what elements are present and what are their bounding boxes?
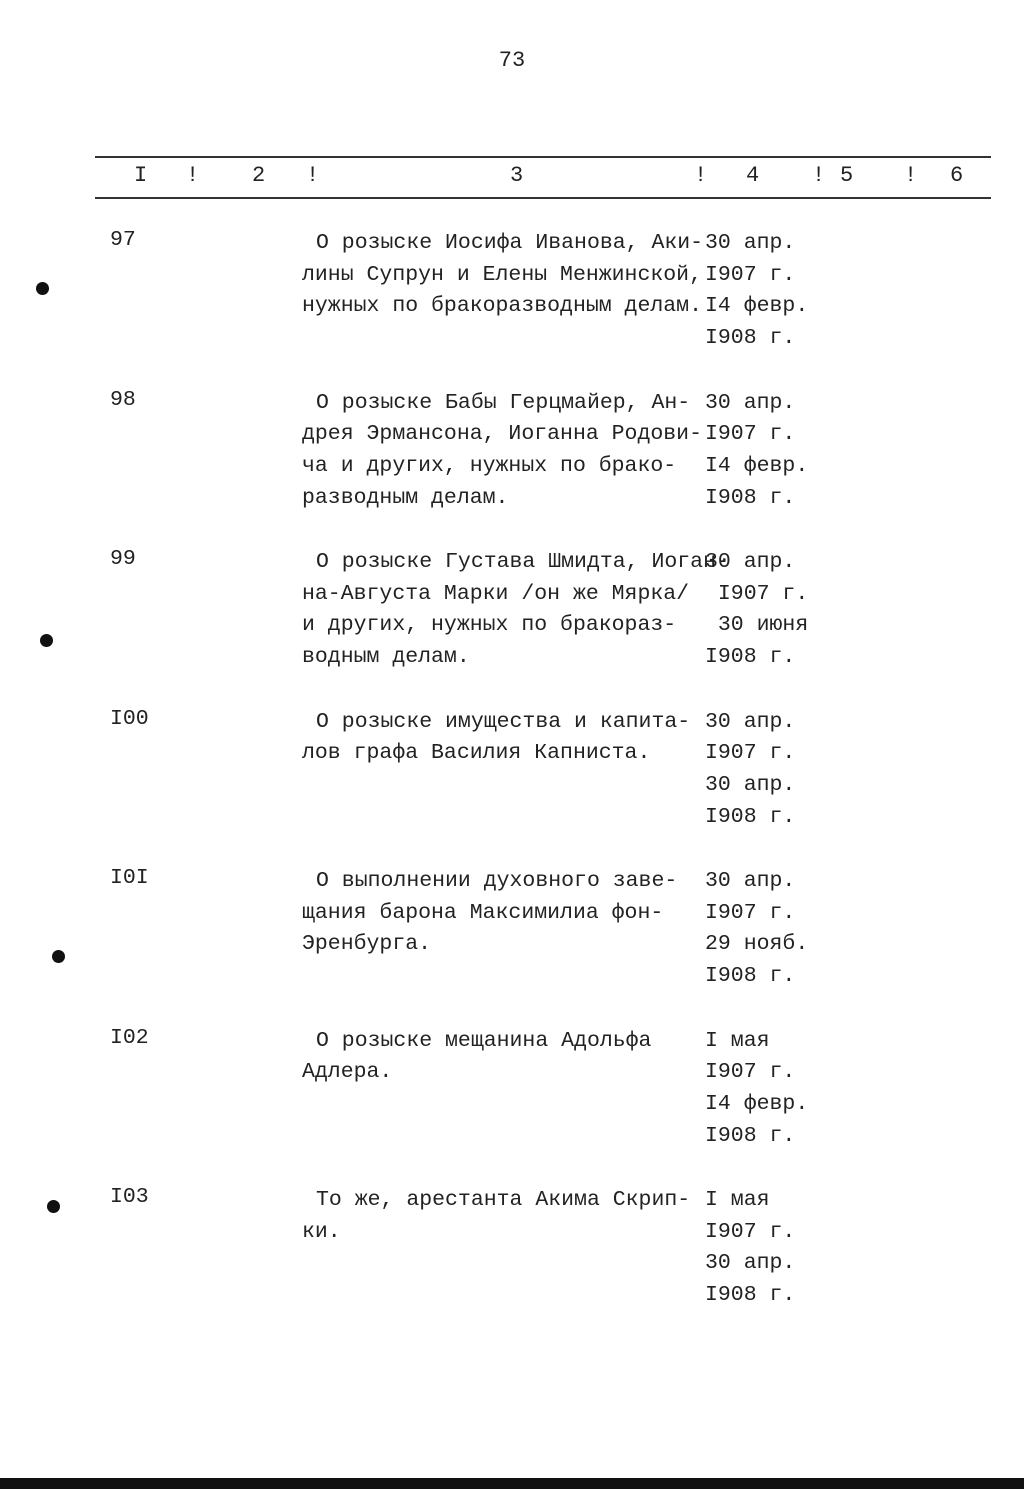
table-row <box>0 1026 1024 1166</box>
punch-hole-mark <box>40 634 53 647</box>
col-header-5: 5 <box>840 163 854 188</box>
entry-description <box>302 1026 651 1089</box>
entry-description <box>302 1185 690 1248</box>
date-line: I4 февр. <box>705 294 809 319</box>
description-line: О выполнении духовного заве- <box>316 869 678 893</box>
punch-hole-mark <box>47 1200 60 1213</box>
entry-number: I03 <box>110 1185 149 1209</box>
col-header-6: 6 <box>950 163 964 188</box>
date-line: 30 апр. <box>705 1251 796 1276</box>
date-line: I4 февр. <box>705 453 809 478</box>
entry-description <box>302 866 677 961</box>
date-line: I907 г. <box>705 900 796 925</box>
table-row <box>0 228 1024 368</box>
entry-description <box>302 388 702 515</box>
description-line: щания барона Максимилиа фон- <box>302 900 664 925</box>
date-line: I908 г. <box>705 645 796 670</box>
col-separator: ! <box>306 163 320 188</box>
col-header-3: 3 <box>510 163 524 188</box>
date-line: I908 г. <box>705 804 796 829</box>
date-line: 30 апр. <box>705 231 796 255</box>
description-line: О розыске имущества и капита- <box>316 709 691 734</box>
date-line: I мая <box>705 1028 770 1053</box>
description-line: и других, нужных по бракораз- <box>302 613 677 638</box>
date-line: 30 апр. <box>705 550 796 574</box>
entry-dates <box>705 1185 795 1312</box>
entry-dates <box>705 547 808 674</box>
description-line: лов графа Василия Капниста. <box>302 741 651 766</box>
description-line: Адлера. <box>302 1060 393 1085</box>
description-line: О розыске Густава Шмидта, Иоган- <box>316 550 729 574</box>
punch-hole-mark <box>52 950 65 963</box>
entry-description <box>302 547 729 674</box>
entry-dates <box>705 228 808 355</box>
description-line: нужных по бракоразводным делам. <box>302 294 702 319</box>
col-separator: ! <box>186 163 200 188</box>
entry-dates <box>705 707 795 834</box>
date-line: I908 г. <box>705 1283 796 1308</box>
entry-description <box>302 228 703 323</box>
description-line: О розыске Иосифа Иванова, Аки- <box>316 231 704 255</box>
date-line: 30 июня <box>705 613 809 638</box>
table-row <box>0 1185 1024 1325</box>
description-line: водным делам. <box>302 645 470 670</box>
date-line: 29 нояб. <box>705 932 809 957</box>
entry-number: I02 <box>110 1025 149 1050</box>
date-line: I мая <box>705 1188 770 1212</box>
table-row <box>0 707 1024 847</box>
date-line: I907 г. <box>705 422 796 447</box>
entry-number: 99 <box>110 547 136 571</box>
date-line: I907 г. <box>705 1219 796 1244</box>
col-header-2: 2 <box>252 163 266 188</box>
date-line: I907 г. <box>705 741 796 766</box>
date-line: I908 г. <box>705 964 796 989</box>
scan-bottom-edge <box>0 1478 1024 1489</box>
entry-dates <box>705 1026 808 1153</box>
date-line: 30 апр. <box>705 772 796 797</box>
date-line: 30 апр. <box>705 709 796 734</box>
page-number: 73 <box>498 48 526 73</box>
description-line: О розыске Бабы Герцмайер, Ан- <box>316 390 691 415</box>
table-header-rule <box>95 197 991 199</box>
date-line: I907 г. <box>705 581 809 606</box>
date-line: I908 г. <box>705 1123 796 1148</box>
date-line: I907 г. <box>705 1060 796 1085</box>
entry-number: 97 <box>110 228 136 252</box>
description-line: Эренбурга. <box>302 932 432 957</box>
entry-description <box>302 707 690 770</box>
entry-dates <box>705 388 808 515</box>
date-line: 30 апр. <box>705 869 796 893</box>
entry-number: I0I <box>110 866 149 890</box>
entry-number: I00 <box>110 706 149 731</box>
description-line: ки. <box>302 1219 341 1244</box>
table-row <box>0 547 1024 687</box>
date-line: I4 февр. <box>705 1091 809 1116</box>
date-line: I908 г. <box>705 485 796 510</box>
punch-hole-mark <box>36 282 49 295</box>
description-line: лины Супрун и Елены Менжинской, <box>302 262 702 287</box>
description-line: разводным делам. <box>302 485 509 510</box>
date-line: I908 г. <box>705 326 796 351</box>
description-line: О розыске мещанина Адольфа <box>316 1028 652 1053</box>
table-row <box>0 866 1024 1006</box>
description-line: на-Августа Марки /он же Мярка/ <box>302 581 690 606</box>
col-header-4: 4 <box>746 163 760 188</box>
description-line: дрея Эрмансона, Иоганна Родови- <box>302 422 702 447</box>
date-line: I907 г. <box>705 262 796 287</box>
table-top-rule <box>95 156 991 158</box>
col-header-1: I <box>134 163 148 188</box>
date-line: 30 апр. <box>705 390 796 415</box>
table-row <box>0 388 1024 528</box>
col-separator: ! <box>812 163 826 188</box>
entry-dates <box>705 866 808 993</box>
description-line: То же, арестанта Акима Скрип- <box>316 1188 691 1212</box>
col-separator: ! <box>694 163 708 188</box>
description-line: ча и других, нужных по брако- <box>302 453 677 478</box>
entry-number: 98 <box>110 387 136 412</box>
col-separator: ! <box>904 163 918 188</box>
